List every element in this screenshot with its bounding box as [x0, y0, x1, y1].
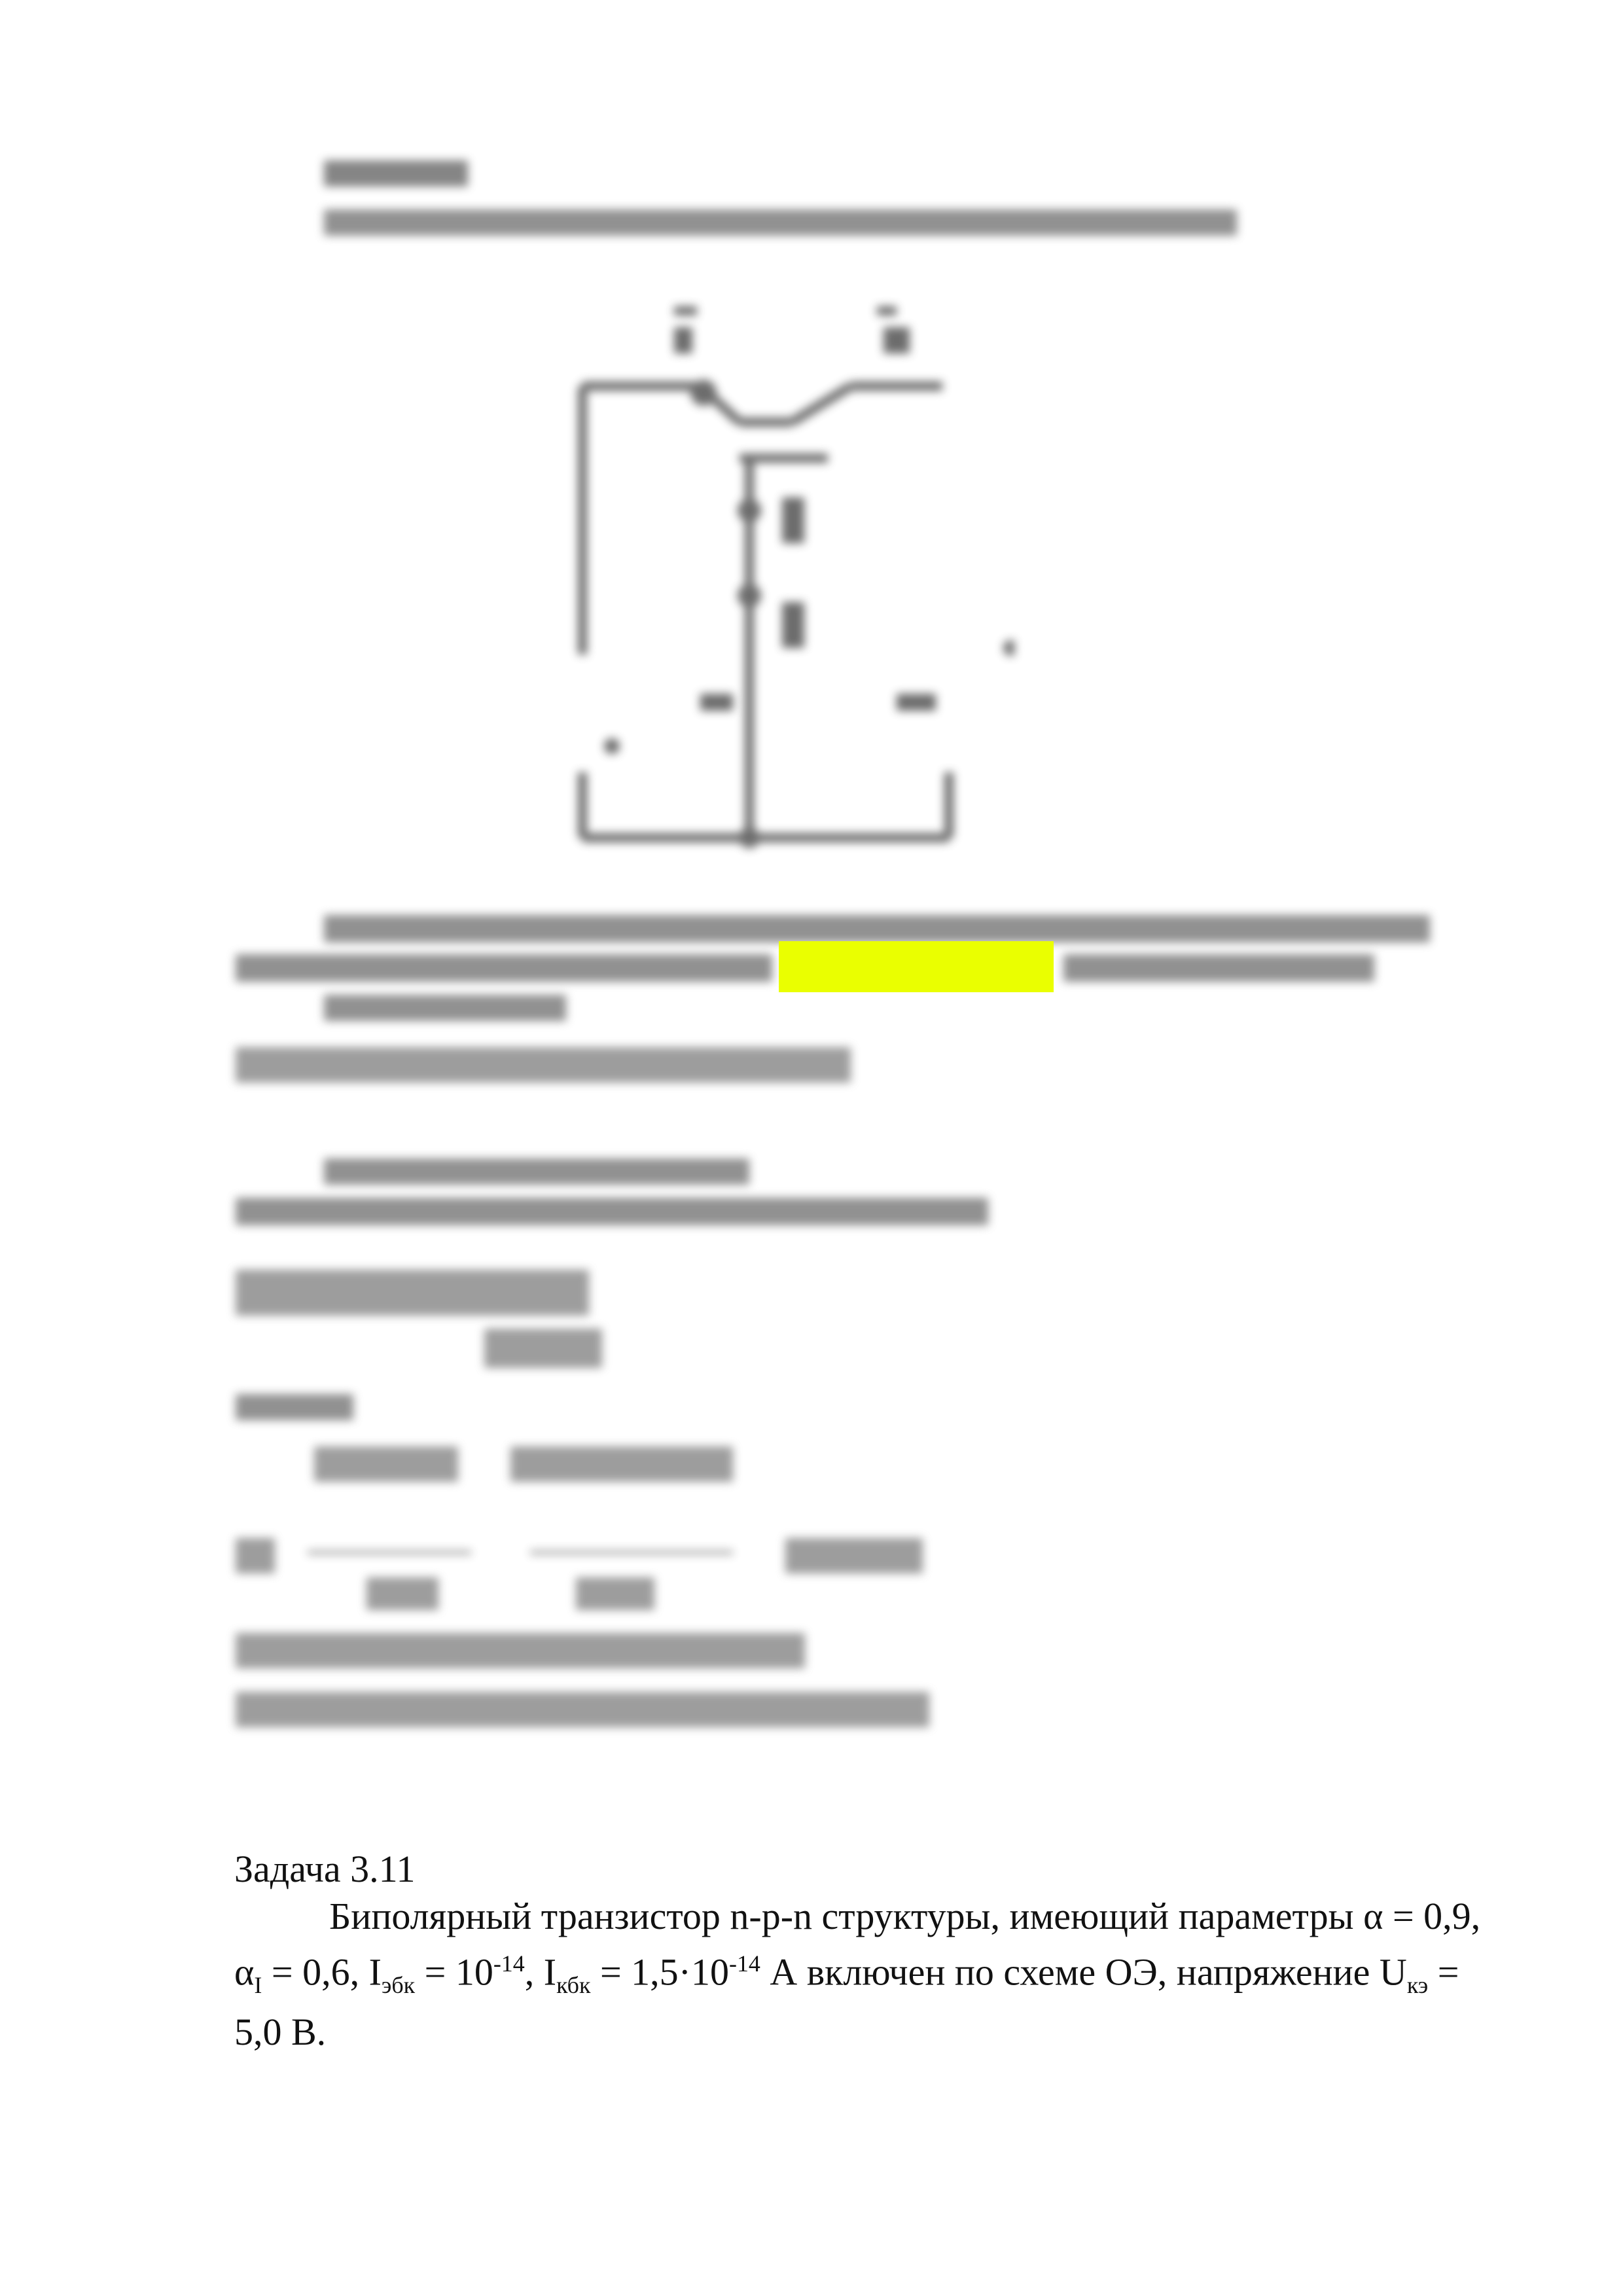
task-block: [234, 1846, 1510, 2056]
blurred-heading: [324, 160, 468, 187]
task-line-1: Биполярный транзистор n-p-n структуры, имеющий параметры α = 0,9,: [329, 1895, 1481, 1937]
blurred-formula: [366, 1577, 438, 1610]
blurred-formula: [576, 1577, 654, 1610]
circuit-diagram: [543, 275, 1014, 851]
blurred-formula: [236, 1538, 275, 1573]
blurred-formula: [510, 1446, 733, 1482]
blurred-line: [324, 995, 566, 1021]
blurred-line: [1063, 954, 1374, 982]
task-title: Задача 3.11: [234, 1848, 416, 1890]
blurred-fraction-bar: [530, 1551, 733, 1554]
blurred-line: [236, 954, 772, 982]
blurred-formula: [236, 1270, 589, 1316]
blurred-formula: [484, 1329, 602, 1368]
blurred-formula: [236, 1047, 851, 1083]
blurred-formula: [236, 1633, 805, 1668]
blurred-fraction-bar: [308, 1551, 471, 1554]
blurred-formula: [236, 1692, 929, 1727]
blurred-line: [236, 1394, 353, 1420]
blurred-line: [324, 209, 1237, 236]
task-line-2: $\alpha_I = 0,6$, $I_{эбк} = 10^{-14}$, $I_{кбк} = 1,5\cdot 10^{-14}$ А включен по схеме ОЭ, напряжение $U_{кэ}$ =: [234, 1950, 1459, 1998]
blurred-formula: [314, 1446, 458, 1482]
text-highlight: [779, 941, 1054, 992]
task-line-3: 5,0 В.: [234, 2010, 327, 2053]
blurred-line: [324, 1158, 749, 1185]
blurred-line: [324, 915, 1430, 942]
blurred-formula: [785, 1538, 923, 1573]
blurred-line: [236, 1198, 988, 1225]
